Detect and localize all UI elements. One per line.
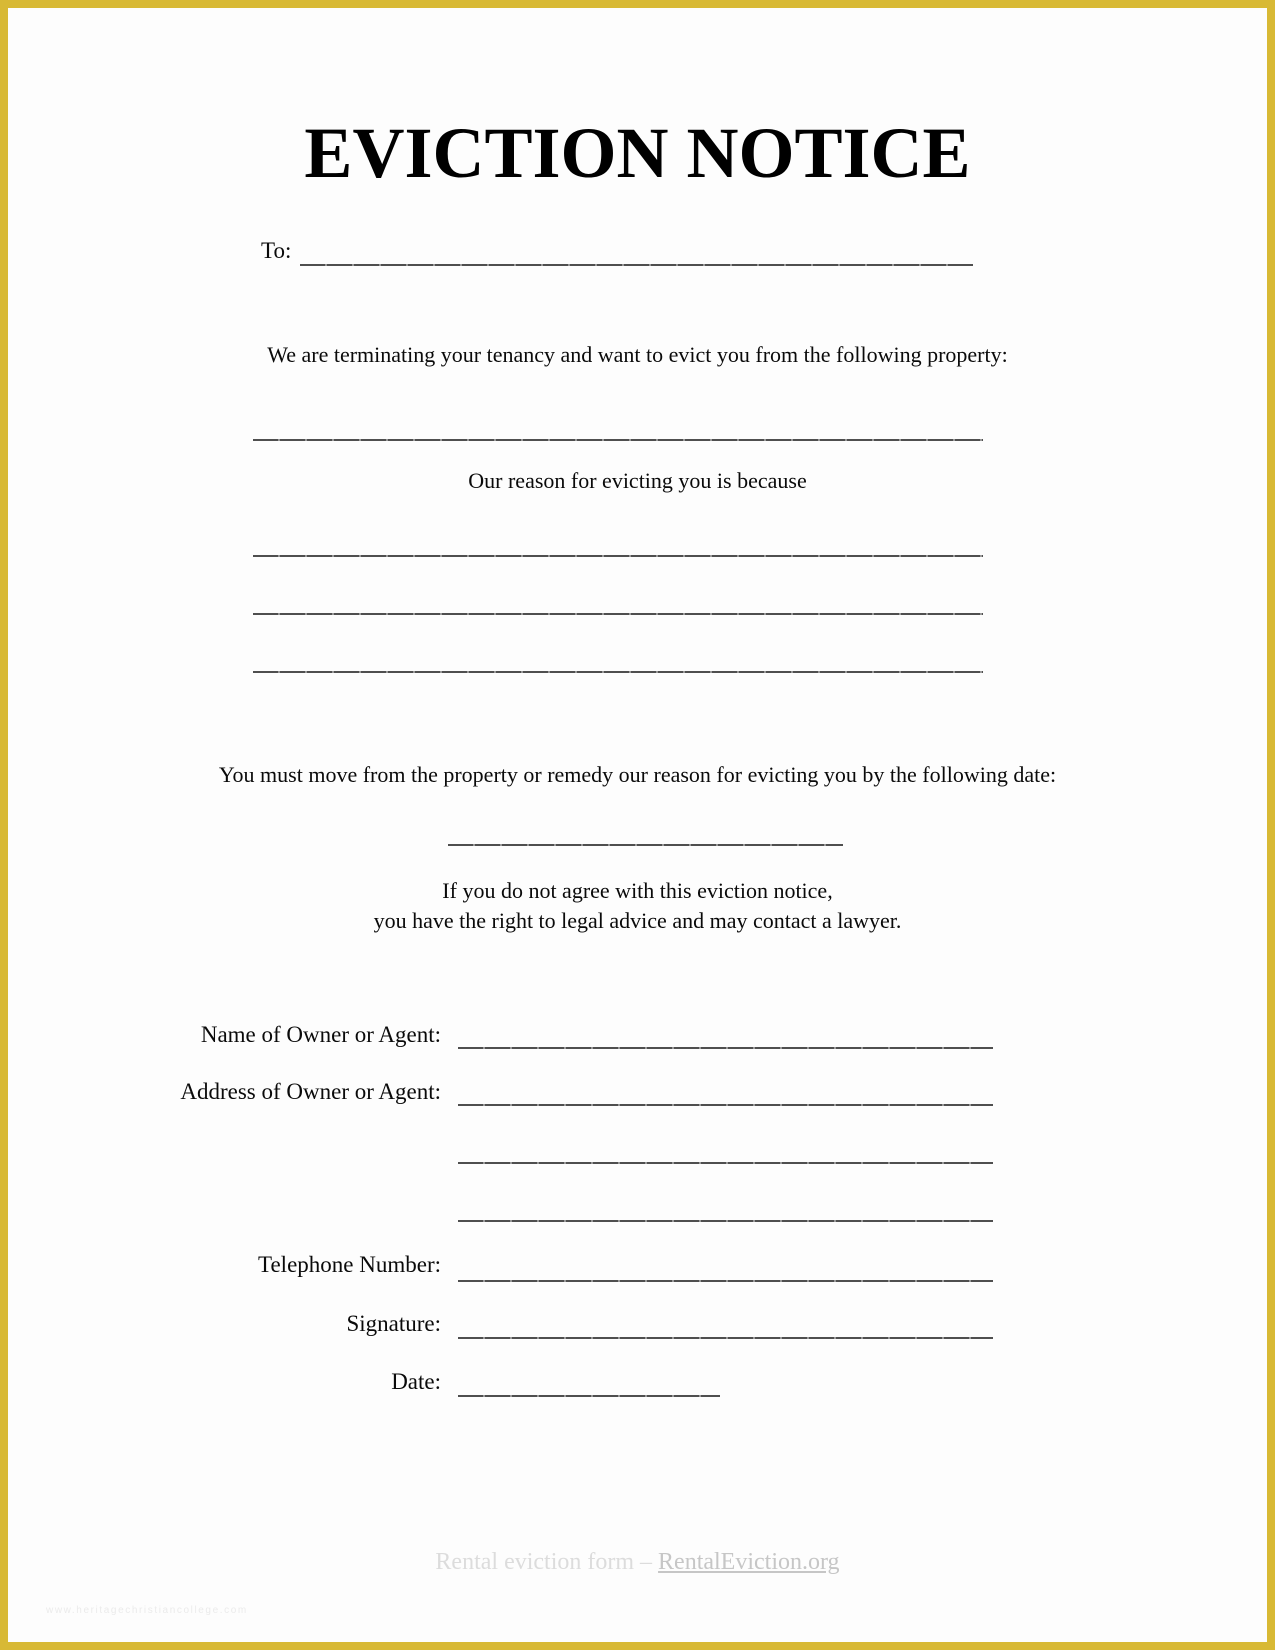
owner-address-input-line-3 (458, 1220, 993, 1222)
owner-address-label: Address of Owner or Agent: (180, 1079, 441, 1104)
date-label: Date: (391, 1369, 441, 1394)
signature-input-line (458, 1337, 993, 1339)
reason-heading: Our reason for evicting you is because (468, 468, 807, 493)
move-instruction-paragraph: You must move from the property or remedy our reason for evicting you by the following date: (218, 762, 1057, 787)
phone-label: Telephone Number: (258, 1252, 441, 1277)
legal-notice-line-2: you have the right to legal advice and may contact a lawyer. (373, 908, 902, 933)
intro-paragraph: We are terminating your tenancy and want to evict you from the following property: (267, 342, 1008, 367)
footer-credit (8, 1549, 1267, 1576)
move-date-input-line (448, 844, 843, 846)
reason-input-line-3 (253, 671, 983, 673)
phone-input-line (458, 1280, 993, 1282)
page-title: EVICTION NOTICE (304, 113, 971, 193)
owner-address-input-line-2 (458, 1162, 993, 1164)
footer-link[interactable]: RentalEviction.org (658, 1549, 840, 1575)
owner-address-input-line (458, 1104, 993, 1106)
owner-name-input-line (458, 1047, 993, 1049)
date-input-line (458, 1395, 720, 1397)
legal-notice-line-1: If you do not agree with this eviction notice, (442, 878, 833, 903)
owner-name-label: Name of Owner or Agent: (200, 1022, 441, 1047)
signature-label: Signature: (346, 1311, 441, 1336)
to-label: To: (261, 238, 292, 263)
reason-input-line-1 (253, 555, 983, 557)
footer-text: Rental eviction form – (435, 1549, 659, 1575)
property-input-line (253, 439, 983, 441)
to-input-line (300, 264, 973, 266)
reason-input-line-2 (253, 613, 983, 615)
watermark-text: www.heritagechristiancollege.com (46, 1605, 248, 1616)
